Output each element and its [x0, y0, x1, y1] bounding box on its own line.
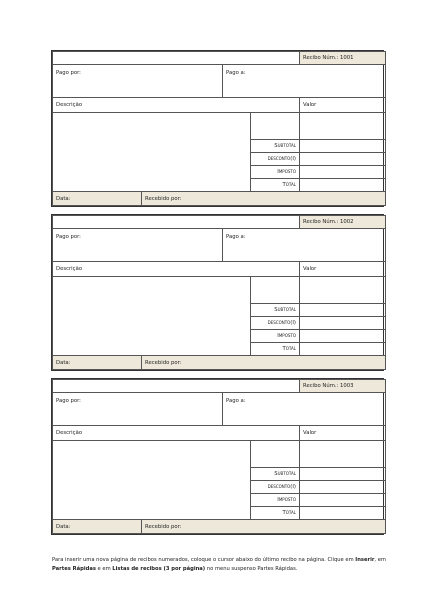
discount-value[interactable]	[300, 153, 386, 166]
value-header: Valor	[300, 426, 386, 441]
paid-to-field[interactable]: Pago a:	[223, 229, 386, 262]
description-header: Descrição	[53, 426, 300, 441]
tax-label: Imposto	[251, 166, 300, 179]
date-field[interactable]: Data:	[53, 192, 142, 206]
note-text-1: Para inserir uma nova página de recibos numerados, coloque o cursor abaixo do último recibo na página. Clique em	[52, 557, 356, 563]
tax-label: Imposto	[251, 494, 300, 507]
receipt-2	[51, 214, 384, 371]
value-header: Valor	[300, 262, 386, 277]
discount-label: desconto(I)	[251, 317, 300, 330]
subtotal-value[interactable]	[300, 140, 386, 153]
receipt-3	[51, 378, 384, 535]
paid-to-field[interactable]: Pago a:	[223, 65, 386, 98]
note-text-2: , em	[374, 557, 386, 563]
receipt-number: Recibo Núm.: 1001	[300, 52, 386, 65]
receipt-header-blank	[53, 52, 300, 65]
description-area[interactable]	[53, 113, 251, 192]
total-label: Total	[251, 179, 300, 192]
description-area[interactable]	[53, 277, 251, 356]
paid-by-field[interactable]: Pago por:	[53, 65, 223, 98]
subtotal-label: Subtotal	[251, 468, 300, 481]
date-field[interactable]: Data:	[53, 520, 142, 534]
receipt-number: Recibo Núm.: 1003	[300, 380, 386, 393]
note-bold-quick-parts: Partes Rápidas	[52, 566, 96, 572]
paid-by-field[interactable]: Pago por:	[53, 229, 223, 262]
received-by-field[interactable]: Recebido por:	[142, 192, 386, 206]
total-value[interactable]	[300, 507, 386, 520]
instructions-note	[52, 556, 392, 574]
total-value[interactable]	[300, 179, 386, 192]
note-bold-insert: Inserir	[355, 557, 375, 563]
discount-label: desconto(I)	[251, 481, 300, 494]
description-area[interactable]	[53, 441, 251, 520]
value-cell[interactable]	[300, 113, 386, 140]
note-text-3: e em	[95, 566, 113, 572]
received-by-field[interactable]: Recebido por:	[142, 520, 386, 534]
value-header: Valor	[300, 98, 386, 113]
date-field[interactable]: Data:	[53, 356, 142, 370]
total-label: Total	[251, 507, 300, 520]
total-label: Total	[251, 343, 300, 356]
paid-to-field[interactable]: Pago a:	[223, 393, 386, 426]
received-by-field[interactable]: Recebido por:	[142, 356, 386, 370]
tax-value[interactable]	[300, 494, 386, 507]
subtotal-value[interactable]	[300, 304, 386, 317]
subtotal-value[interactable]	[300, 468, 386, 481]
description-header: Descrição	[53, 98, 300, 113]
subtotal-label: Subtotal	[251, 304, 300, 317]
note-text-4: no menu suspenso Partes Rápidas.	[205, 566, 298, 572]
discount-label: desconto(I)	[251, 153, 300, 166]
discount-value[interactable]	[300, 481, 386, 494]
value-blank	[251, 113, 300, 140]
tax-value[interactable]	[300, 166, 386, 179]
discount-value[interactable]	[300, 317, 386, 330]
receipt-number: Recibo Núm.: 1002	[300, 216, 386, 229]
receipt-header-blank	[53, 380, 300, 393]
value-blank	[251, 441, 300, 468]
note-bold-receipt-lists: Listas de recibos (3 por página)	[112, 566, 206, 572]
tax-value[interactable]	[300, 330, 386, 343]
receipt-1	[51, 50, 384, 207]
tax-label: Imposto	[251, 330, 300, 343]
subtotal-label: Subtotal	[251, 140, 300, 153]
total-value[interactable]	[300, 343, 386, 356]
value-blank	[251, 277, 300, 304]
description-header: Descrição	[53, 262, 300, 277]
paid-by-field[interactable]: Pago por:	[53, 393, 223, 426]
receipt-header-blank	[53, 216, 300, 229]
value-cell[interactable]	[300, 277, 386, 304]
value-cell[interactable]	[300, 441, 386, 468]
